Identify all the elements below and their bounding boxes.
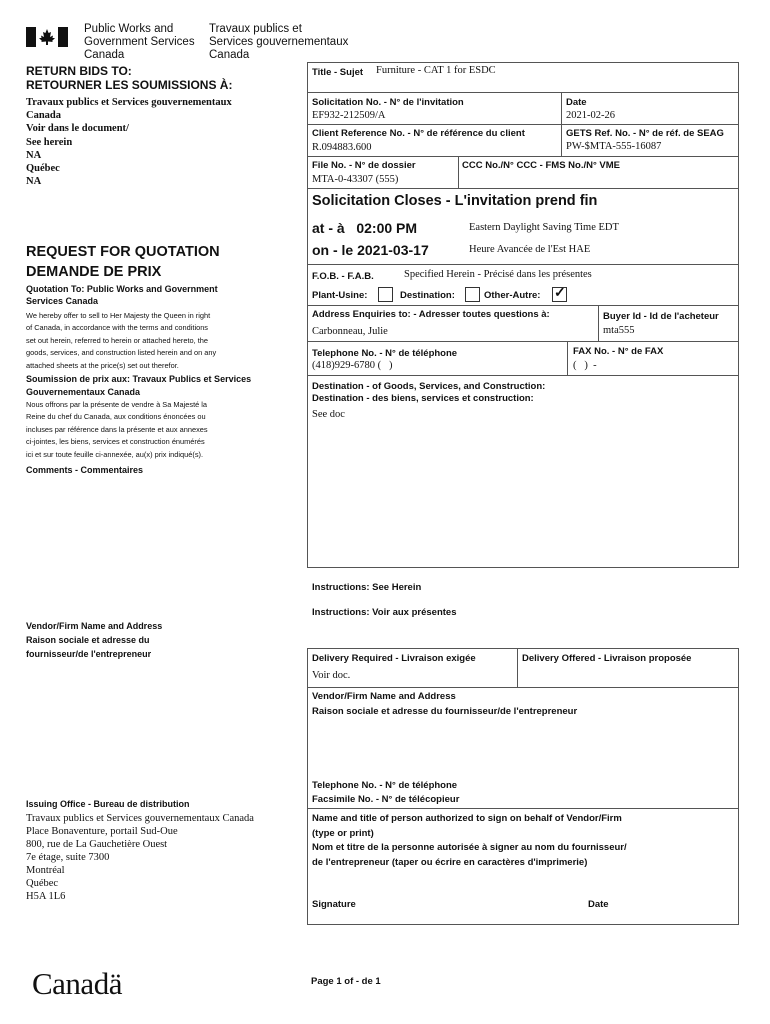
enquiries-label: Address Enquiries to: - Adresser toutes questions à: — [312, 309, 550, 320]
vendor-line: Vendor/Firm Name and Address — [26, 621, 163, 631]
offer-line: We hereby offer to sell to Her Majesty the Queen in right — [26, 311, 211, 320]
issuing-line: Québec — [26, 878, 59, 889]
dept-en-line: Public Works and — [84, 23, 174, 35]
dept-fr-line: Travaux publics et — [209, 23, 302, 35]
closing-time: at - à 02:00 PM — [312, 220, 418, 236]
vendor-firm-label-left — [26, 619, 162, 661]
offer-line: incluses par référence dans la présente et aux annexes — [26, 424, 208, 434]
page-number: Page 1 of - de 1 — [311, 976, 381, 987]
plant-checkbox[interactable] — [378, 287, 393, 302]
solicitation-value: EF932-212509/A — [312, 110, 386, 121]
title-value: Furniture - CAT 1 for ESDC — [376, 65, 496, 76]
date-value: 2021-02-26 — [566, 110, 615, 121]
offer-text-en — [26, 310, 216, 372]
address-line: Québec — [26, 163, 60, 175]
offer-line: goods, services, and construction listed herein and on any — [26, 348, 217, 358]
destination-checkbox[interactable] — [465, 287, 480, 302]
issuing-line: Place Bonaventure, portail Sud-Oue — [26, 826, 178, 837]
delivery-required-value: Voir doc. — [312, 670, 351, 681]
delivery-offered-label: Delivery Offered - Livraison proposée — [522, 653, 692, 664]
solicitation-label: Solicitation No. - N° de l'invitation — [312, 97, 464, 108]
address-line: Travaux publics et Services gouvernementaux — [26, 97, 232, 108]
ccc-label: CCC No./N° CCC - FMS No./N° VME — [462, 160, 621, 171]
buyer-id-label: Buyer Id - Id de l'acheteur — [603, 311, 719, 322]
offer-line: ci-jointes, les biens, services et construction énumérés — [26, 437, 205, 447]
issuing-line: H5A 1L6 — [26, 891, 66, 902]
vendor-telephone-label: Telephone No. - N° de téléphone — [312, 780, 458, 791]
issuing-line: Montréal — [26, 865, 65, 876]
vendor-line: fournisseur/de l'entrepreneur — [26, 649, 152, 659]
return-bids-address — [26, 96, 232, 188]
signature-date-label: Date — [588, 899, 609, 910]
destination-label-fr: Destination - des biens, services et construction: — [312, 393, 534, 404]
other-label: Other-Autre: — [484, 290, 541, 301]
enquiries-value: Carbonneau, Julie — [312, 326, 388, 337]
closing-date: on - le 2021-03-17 — [312, 242, 429, 258]
title-label: Title - Sujet — [312, 67, 364, 78]
fax-value: ( ) - — [573, 360, 597, 371]
client-reference-value: R.094883.600 — [312, 142, 372, 153]
timezone-en: Eastern Daylight Saving Time EDT — [469, 222, 619, 233]
buyer-id-value: mta555 — [603, 325, 635, 336]
vendor-facsimile-label: Facsimile No. - N° de télécopieur — [312, 794, 460, 805]
authorized-line: de l'entrepreneur (taper ou écrire en caractères d'imprimerie) — [312, 856, 588, 868]
department-name-fr — [209, 23, 348, 62]
dept-en-line: Canada — [84, 49, 125, 61]
issuing-office-address — [26, 812, 254, 903]
offer-line: ici et sur toute feuille ci-annexée, au(x) prix indiqué(s). — [26, 449, 204, 459]
canada-wordmark: Canadä — [32, 966, 122, 1001]
check-mark-icon: ✓ — [554, 284, 566, 300]
issuing-office-label: Issuing Office - Bureau de distribution — [26, 799, 190, 809]
vendor-firm-label: Vendor/Firm Name and Address — [312, 691, 456, 702]
canada-flag-icon — [26, 27, 68, 47]
vendor-line: Raison sociale et adresse du — [26, 635, 150, 645]
destination-value: See doc — [312, 409, 345, 420]
authorized-line: Name and title of person authorized to sign on behalf of Vendor/Firm — [312, 813, 622, 824]
vendor-firm-label-fr: Raison sociale et adresse du fournisseur/de l'entrepreneur — [312, 706, 578, 717]
timezone-fr: Heure Avancée de l'Est HAE — [469, 244, 591, 255]
offer-line: attached sheets at the price(s) set out therefor. — [26, 360, 179, 370]
offer-line: of Canada, in accordance with the terms and conditions — [26, 323, 208, 333]
address-line: Canada — [26, 110, 62, 122]
return-bids-fr: RETOURNER LES SOUMISSIONS À: — [26, 78, 233, 92]
date-label: Date — [566, 97, 587, 108]
comments-label: Comments - Commentaires — [26, 465, 144, 475]
issuing-line: 7e étage, suite 7300 — [26, 852, 110, 863]
dept-fr-line: Services gouvernementaux — [209, 36, 349, 48]
dept-en-line: Government Services — [84, 36, 195, 48]
telephone-label: Telephone No. - N° de téléphone — [312, 348, 458, 359]
instructions-en: Instructions: See Herein — [312, 582, 422, 593]
destination-label-en: Destination - of Goods, Services, and Construction: — [312, 381, 546, 392]
fob-label: F.O.B. - F.A.B. — [312, 271, 374, 282]
solicitation-closes-title: Solicitation Closes - L'invitation prend fin — [312, 193, 598, 209]
department-name-en — [84, 23, 195, 62]
address-line: NA — [26, 176, 42, 188]
return-bids-en: RETURN BIDS TO: — [26, 64, 132, 78]
address-line: Voir dans le document/ — [26, 123, 129, 135]
instructions-fr: Instructions: Voir aux présentes — [312, 607, 457, 618]
address-line: See herein — [26, 136, 73, 148]
plant-label: Plant-Usine: — [312, 290, 368, 301]
quotation-to: Quotation To: Public Works and Government Services Canada — [26, 284, 218, 306]
destination-checkbox-label: Destination: — [400, 290, 455, 301]
client-reference-label: Client Reference No. - N° de référence du client — [312, 128, 525, 139]
gets-ref-value: PW-$MTA-555-16087 — [566, 141, 662, 152]
authorized-line: Nom et titre de la personne autorisée à signer au nom du fournisseur/ — [312, 842, 627, 853]
offer-line: Reine du chef du Canada, aux conditions énoncées ou — [26, 412, 206, 422]
issuing-line: Travaux publics et Services gouvernementaux Canada — [26, 813, 254, 824]
return-bids-title — [26, 64, 232, 92]
offer-text-fr — [26, 399, 208, 461]
telephone-value: (418)929-6780 ( ) — [312, 360, 393, 371]
rfq-title-fr: DEMANDE DE PRIX — [26, 264, 162, 280]
signature-label: Signature — [312, 899, 356, 910]
fob-value: Specified Herein - Précisé dans les présentes — [404, 269, 592, 280]
authorized-signer-label — [312, 812, 627, 870]
rfq-title-en: REQUEST FOR QUOTATION — [26, 244, 220, 260]
file-number-value: MTA-0-43307 (555) — [312, 174, 399, 185]
dept-fr-line: Canada — [209, 49, 250, 61]
authorized-line: (type or print) — [312, 827, 374, 839]
file-number-label: File No. - N° de dossier — [312, 160, 416, 171]
offer-line: Nous offrons par la présente de vendre à Sa Majesté la — [26, 400, 208, 409]
fax-label: FAX No. - N° de FAX — [573, 346, 664, 357]
delivery-required-label: Delivery Required - Livraison exigée — [312, 653, 476, 664]
address-line: NA — [26, 149, 42, 161]
issuing-line: 800, rue de La Gauchetière Ouest — [26, 839, 168, 850]
soumission-title: Soumission de prix aux: Travaux Publics et Services Gouvernementaux Canada — [26, 374, 252, 397]
rfq-title — [26, 242, 220, 282]
gets-ref-label: GETS Ref. No. - N° de réf. de SEAG — [566, 128, 724, 139]
offer-line: set out herein, referred to herein or attached hereto, the — [26, 335, 209, 345]
